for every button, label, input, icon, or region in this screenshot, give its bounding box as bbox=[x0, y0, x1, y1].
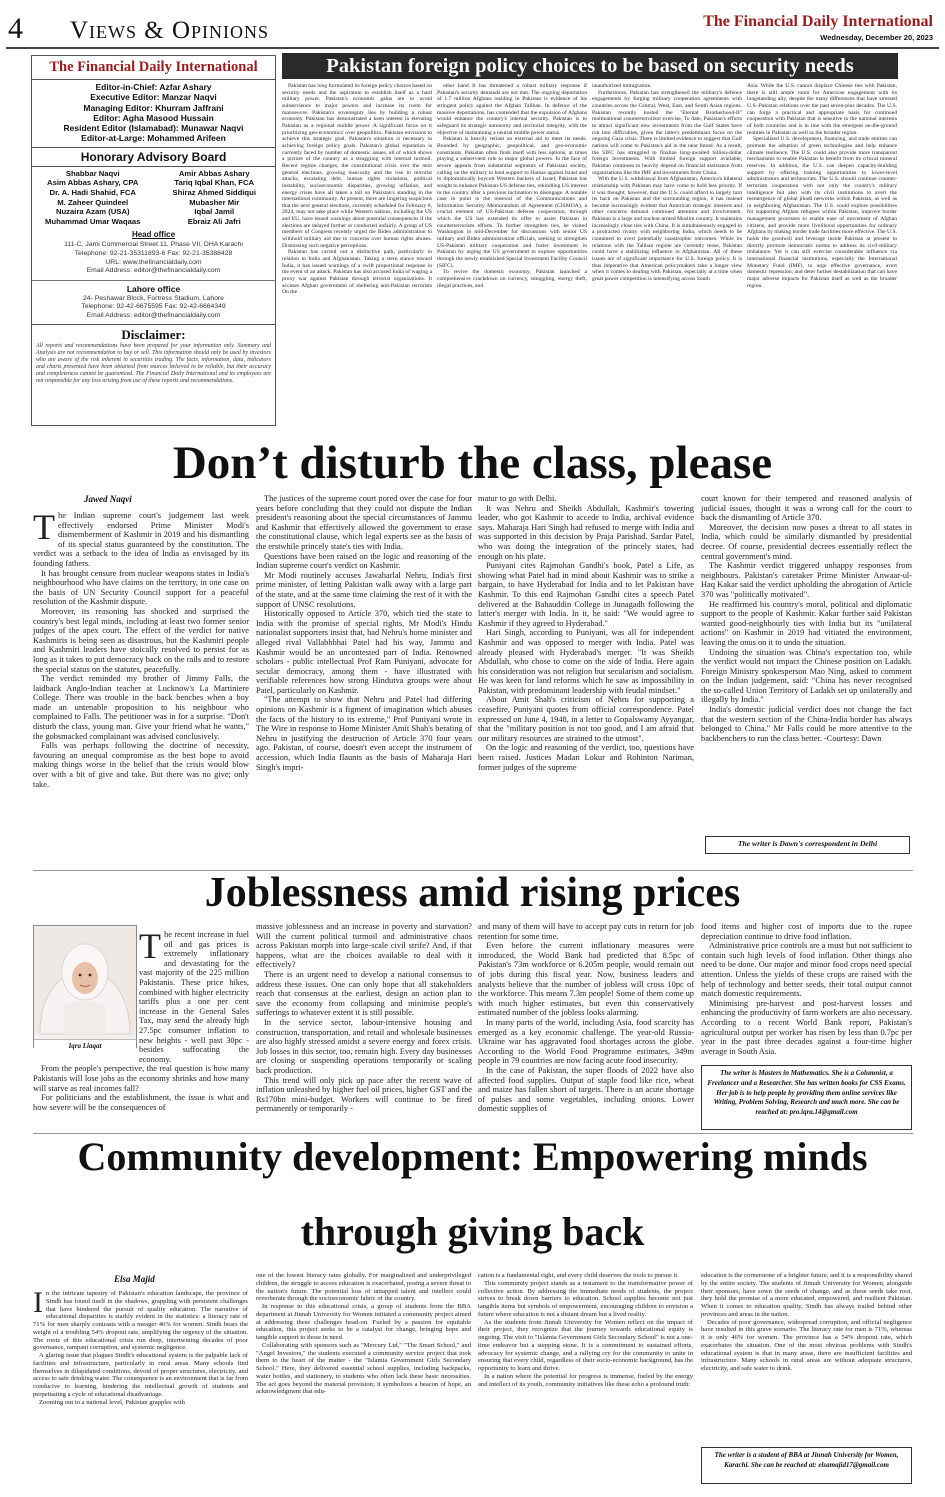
disclaimer-text: All reports and recommendations have been prepared for your information only. Summary and Analysis are not recommendation to buy or sell. This information should only be used by investors who are aware of the risk inherent in securities trading. The facts, information, data, indicators and charts presented have been obtained from sources believed to be reliable, but their accuracy and completeness cannot be guaranteed. The Financial Daily International and its employees are not responsible for any loss arising from use of these reports and recommendations. bbox=[36, 342, 271, 384]
article1-headline: Don’t disturb the class, please bbox=[172, 437, 773, 489]
staff-line: Editor: Agha Masood Hussain bbox=[93, 112, 214, 123]
article1-writer-note: The writer is Dawn's correspondent in Delhi bbox=[705, 836, 910, 854]
article2-column: and many of them will have to accept pay cuts in return for job retention for some time. Even before the current inflationary measures were introduced, the World Bank had predicted that 8.5pc of Pakistan's 73m workforce or 6.205m people, would remain out of jobs during this fiscal year. Now, business leaders and analysts believe that the number of jobless will cross 10pc of the workforce. This means 7.3m people! Some of them come up with much higher estimates, but even this conservatively estimated number of the jobless looks alarming. In many parts of the world, including Asia, food scarcity has emerged as a key economic challenge. The year-old Russia-Ukraine war has aggravated food shortages across the globe. According to the World Food Programme estimates, 349m people in 79 countries are now facing acute food insecurity. In the case of Pakistan, the super floods of 2022 have also affected food supplies. Output of staple food like rice, wheat and maize has fallen short of targets. There is an acute shortage of pulses and some vegetables, including onions. Lower domestic supplies of bbox=[478, 922, 694, 1114]
article3-column: education is the cornerstone of a brighter future, and it is a responsibility shared by the entire society. The students of Jinnah University for Women, alongside their sponsors, have sown the seeds of change, and as these seeds take root, they hold the promise of a more educated, empowered, and resilient Pakistan. When it comes to education quality, Sindh has always trailed behind other provinces and areas in the nation. Decades of poor governance, widespread corruption, and official negligence have resulted in this grave scenario. The literacy rate for men is 71%, whereas it is only 46% for women. The province has a 54% dropout rate, which exacerbates the situation. One of the most obvious problems with Sindh's educational system is that in many areas, there are insufficient facilities and infrastructure. Many schools in rural areas are without adequate structures, electricity, and safe water to drink. bbox=[701, 1272, 912, 1372]
advisor-name: Mubasher Mir bbox=[189, 197, 240, 207]
photo-caption: Iqra Liaqat bbox=[34, 1039, 136, 1052]
disclaimer-title: Disclaimer: bbox=[32, 324, 275, 343]
article3-headline-line1: Community development: Empowering minds bbox=[77, 1134, 868, 1179]
article3-byline: Elsa Majid bbox=[114, 1274, 155, 1284]
masthead-staff bbox=[32, 82, 275, 144]
header-date: Wednesday, December 20, 2023 bbox=[820, 33, 933, 42]
advisory-board-title: Honorary Advisory Board bbox=[32, 147, 275, 167]
advisor-name: Dr. A. Hadi Shahid, FCA bbox=[49, 187, 136, 197]
advisor-name: Tariq Iqbal Khan, FCA bbox=[174, 178, 255, 188]
head-office-details: 111-C, Jami Commercial Street 11, Phase VII, DHA Karachi Telephone: 92-21-35311893-6 Fax: 92-21-35388428 URL: www.thefinancialdaily.com Email Address: editor@thefinancialdaily.com bbox=[64, 241, 243, 275]
advisor-name: Asim Abbas Ashary, CPA bbox=[47, 178, 139, 188]
advisor-name: Nuzaira Azam (USA) bbox=[55, 207, 130, 217]
article2-column: The recent increase in fuel oil and gas prices is extremely inflationary and devastating for the vast majority of the 225 million Pakistanis. These price hikes, combined with higher electricity tariffs plus a one per cent increase in the General Sales Tax, may send the already high 27.5pc consumer inflation to new heights - well past 30pc - besides suffocating the economy. From the people's perspective, the real question is how many Pakistanis will lose jobs as the economy shrinks and how many will starve as real incomes fall? For politicians and the establishment, the issue is what and how severe will be the consequences of bbox=[33, 926, 249, 1112]
head-office-title: Head office bbox=[131, 230, 176, 240]
editorial-column: other hand It has threatened a robust military response if Pakistan's security demands are not met. The ongoing deportation of 1.7 million Afghans residing in Pakistan is evidence of his stringent policy against the Afghan Taliban. In defence of the massive deportations, has contended that the expulsion of Afghans would enhance the country's internal security. Pakistan is to safeguard its strategic autonomy and territorial integrity, with the objective of maintaining a neutral middle power status. Pakistan is heavily reliant on external aid to meet its needs. Bounded by geographic, geopolitical, and geo-economic constraints, Pakistan often finds itself with less options, at times playing a subservient role to major global powers. In the face of severe appeals from substantial segments of Pakistani society, calling on the military to lend support to Hamas against Israel and to diplomatically boycott Western backers of Israel, Pakistan has sought to enhance Pakistan-US defense ties, rekindling US interest in the country after a previous inclination to disengage. A notable case in point is the renewal of the Communications and Information Security Memorandum of Agreement (CISMOA), a crucial element of US-Pakistan defense cooperation, through which the US has extended its offer to assist Pakistan in counterterrorism efforts. To further strengthen ties, he visited Washington in mid-December for discussions with senior US military and Biden administration officials, seeking to strengthen US-Pakistan military cooperation and foster investment in Pakistan by urging the US government to explore opportunities through the newly established Special Investment Facility Council (SIFC). To revive the domestic economy, Pakistan launched a comprehensive crackdown on currency, smuggling, energy theft, illegal practices, and bbox=[437, 83, 587, 289]
advisor-name: Muhammad Umar Waqaas bbox=[45, 216, 141, 226]
editorial-column: Pakistan has long formulated its foreign policy choices based on security needs and the aspiration to establish itself as a hard military power. Pakistan's economic gains are to avoid subservience to major powers and increase its room for manoeuvre. Pakistan's sovereignty lies by building a robust economy. Pakistan has demonstrated a keen interest in elevating Pakistan as a regional middle power. A significant focus on it prioritizing geo-economics' over geopolitics. Pakistan envisions to achieve this strategic goal. Pakistan's situation is necessary in achieving foreign policy goals. Pakistan's global reputation is currently faced by number of domestic issues, all of which shows a picture of the country as a struggling with internal turmoil. Recent regime changes, the constitutional crisis over the next general elections, growing insecurity and the rise in terrorist attacks, escalating debt, human rights violations, political instability, socioeconomic disparities, growing inflation, and energy crises have all taken a toll on Pakistan's standing in the international community. At present, there are lingering suspicions that the next general elections, currently scheduled for February 8, 2024, may not take place while Western nations, including the US and EU, have issued warnings about potential consequences if the elections are delayed further or conducted unfairly. A group of US members of Congress recently urged the Biden administration to withhold military aid due to concerns over human rights abuses. Dismissing such negative perceptions. Pakistan has carved out a distinctive path, particularly in relation to India and Afghanistan. Taking a stern stance toward India, it has issued warnings of a swift proportional response in the event of an attack. Pakistan has also accused India of waging a proxy war against Pakistan through terrorist organizations. It accuses Afghan government of sheltering anti-Pakistan terrorists On the bbox=[282, 83, 433, 296]
header-rule bbox=[6, 47, 939, 49]
article2-writer-note: The writer is Masters in Mathematics. She is a Columnist, a Freelancer and a Researcher. She has written books for CSS Exams. Her job is to help people by providing them online services like Writing, Problem Solving, Research and much more. She can be reached at: pro.iqra.14@gmail.com bbox=[701, 1065, 912, 1130]
article3-column: In the intricate tapestry of Pakistan's education landscape, the province of Sindh has found itself in the shadows, grappling with persistent challenges that have hindered the pursuit of quality education. The narrative of educational disparities is starkly evident in the statistics: a literacy rate of 71% for men sharply contrasts with a meager 46% for women. Sindh bears the weight of a troubling 54% dropout rate, amplifying the urgency of the situation. The roots of this educational crisis run deep, intertwining decades of poor governance, rampant corruption, and systemic negligence. A glaring issue that plagues Sindh's educational system is the palpable lack of facilities and infrastructure, particularly in rural areas. Many schools find themselves in dilapidated conditions, devoid of proper structures, electricity, and access to safe drinking water. The consequence is an environment that is far from conducive to learning, hindering the intellectual growth of students and perpetuating a cycle of educational disadvantage. Zooming out to a national level, Pakistan grapples with bbox=[33, 1286, 248, 1406]
advisor-name: Iqbal Jamil bbox=[194, 207, 235, 217]
advisor-name: Amir Abbas Ashary bbox=[178, 168, 250, 178]
article2-headline: Joblessness amid rising prices bbox=[204, 870, 741, 916]
advisory-board-list bbox=[32, 169, 275, 227]
article1-column: matur to go with Delhi. It was Nehru and Sheikh Abdullah, Kashmir's towering leader, who got Kashmir to accede to India, archival evidence says. Maharaja Hari Singh had refused to merge with India and was supported in this decision by Praja Parishad. Sardar Patel, who was doing the integration of the princely states, had enough on his plate. Puniyani cites Rajmohan Gandhi's book, Patel a Life, as showing what Patel had in mind about Kashmir was to strike a bargain, to have Hyderabad for India and to let Pakistan have Kashmir. To this end Rajmohan Gandhi cites a speech Patel delivered at the Bahauddin College in Junagadh following the latter's merger with India. In it, he said: "We would agree to Kashmir if they agreed to Hyderabad." Hari Singh, according to Puniyani, was all for independent Kashmir and was opposed to merger with India. Patel was already pleased with Hyderabad's merger. "It was Sheikh Abdullah, who chose to come on the side of India. Here again his consideration was not religion but secularism and socialism. He was keen for land reforms which he saw as impossibility in Pakistan, with predominant leadership with feudal mindset." About Amit Shah's criticism of Nehru for supporting a ceasefire, Puniyani quotes from official correspondence. Patel expressed on June 4, 1948, in a letter to Gopalswamy Ayyangar, that the "military position is not too good, and I am afraid that our military resources are strained to the utmost". On the logic and reasoning of the verdict, too, questions have been raised. Justices Madan Lokur and Rohinton Nariman, former judges of the supreme bbox=[478, 494, 694, 772]
article3-column: one of the lowest literacy rates globally. For marginalized and underprivileged children, the struggle to access education is exacerbated, posing a severe threat to the nation's future. The potential loss of untapped talent and intellect could reverberate through the socioeconomic fabric of the country. In response to this educational crisis, a group of students from the BBA department at Jinnah University for Women initiated a community project aimed at addressing these challenges head-on. Fueled by a passion for equitable education, this project seeks to be a catalyst for change, bringing hope and tangible support to those in need. Collaborating with sponsors such as "Mercury Ltd," "The Smart School," and "Angel Investors," the students executed a community service project that took them to the heart of the matter - the "Islamia Government Girls Secondary School." Here, they delivered essential school supplies, including backpacks, water bottles, and stationery, to students who often lack these basic necessities. The act goes beyond the material provision; it symbolizes a beacon of hope, an acknowledgment that edu- bbox=[256, 1272, 471, 1396]
staff-line: Resident Editor (Islamabad): Munawar Naqvi bbox=[63, 123, 244, 134]
masthead-title: The Financial Daily International bbox=[32, 59, 275, 80]
article1-column: court known for their tempered and reasoned analysis of judicial issues, thought it was a wrong call for the court to back the dismantling of Article 370. Moreover, the decision now poses a threat to all states in India, which could be similarly dismantled by presidential decree. Of course, presidential decrees essentially reflect the central government's mind. The Kashmir verdict triggered unhappy responses from neighbours. Pakistan's caretaker Prime Minister Anwaar-ul-Haq Kakar said the verdict upholding the abrogation of Article 370 was "politically motivated". He reaffirmed his country's moral, political and diplomatic support to the people of Kashmir. Kakar further said Pakistan wanted good-neighbourly ties with India but its "unilateral actions" on Kashmir in 2019 had vitiated the environment, leaving the onus on it to undo the situation. Undoing the situation was China's expectation too, while the verdict would not impact the Chinese position on Ladakh. Foreign Ministry spokesperson Mao Ning, asked to comment on the Indian judgement, said: "China has never recognised the so-called Union Territory of Ladakh set up unilaterally and illegally by India." India's domestic judicial verdict does not change the fact that the western section of the China-India border has always belonged to China." Mr Falls could be more attentive to the backbenchers to run the class better. -Courtesy: Dawn bbox=[701, 494, 912, 743]
header-paper-name: The Financial Daily International bbox=[703, 13, 933, 30]
advisor-name: Ebraiz Ali Jafri bbox=[187, 216, 241, 226]
editorial-headline: Pakistan foreign policy choices to be based on security needs bbox=[282, 53, 898, 79]
article3-headline-line2: through giving back bbox=[300, 1209, 645, 1254]
advisor-name: M. Zaheer Quindeel bbox=[57, 197, 129, 207]
section-title: Views & Opinions bbox=[70, 17, 270, 44]
article1-column: The justices of the supreme court pored over the case for four years before concluding that they could not dispute the Indian president's reasoning about the special circumstances of Jammu and Kashmir that effectively allowed the government to erase the constitutional clause, which legal experts see as the basis of the erstwhile princely state's ties with India. Questions have been raised on the logic and reasoning of the Indian supreme court's verdict on Kashmir. Mr Modi routinely accuses Jawaharlal Nehru, India's first prime minister, of letting Pakistan walk away with a large part of the state, and at the same time claiming the rest of it with the support of UNSC resolutions. Historically opposed to Article 370, which tied the state to India with the promise of special rights, Mr Modi's Hindu nationalist supporters insist that, had Nehru's home minister and alleged rival Vallabhbhai Patel had his way, Jammu and Kashmir would be an uncontested part of India. Renowned scholars - public intellectual Prof Ram Puniyani, advocate for secular democracy, among them - have illustrated with verifiable references how strong Hindutva groups were about Patel, particularly on Kashmir. "The attempt to show that Nehru and Patel had differing opinions on Kashmir is a figment of imagination which abuses the facts of the history to its extreme," Prof Puniyani wrote in The Wire in response to Home Minister Amit Shah's berating of Nehru in justifying the destruction of Article 370 four years ago. Pakistan, of course, doesn't even accept the instrument of accession, which India flaunts as the basis of Maharaja Hari Singh's impri- bbox=[256, 494, 472, 772]
masthead-box bbox=[31, 55, 276, 426]
lahore-office-title: Lahore office bbox=[32, 280, 275, 294]
article3-writer-note: The writer is a student of BBA at Jinnah University for Women, Karachi. She can be reached at: elsamajid17@gmail.com bbox=[701, 1447, 912, 1484]
lahore-office-details: 24- Peshawar Block, Fortress Stadium, Lahore Telephone: 92-42-6675595 Fax: 92-42-6664349 Email Address: editor@thefinancialdaily.com bbox=[81, 294, 226, 319]
staff-line: Editor-in-Chief: Azfar Ashary bbox=[95, 82, 212, 92]
article3-column: cation is a fundamental right, and every child deserves the tools to pursue it. This community project stands as a testament to the transformative power of collective action. By addressing the immediate needs of students, the project strives to break down barriers to education. School supplies become not just tangible items but symbols of empowerment, encouraging children to envision a future where education is not a distant dream but a lived reality. As the students from Jinnah University for Women reflect on the impact of their project, they recognize that the journey towards educational equity is ongoing. The visit to "Islamia Government Girls Secondary School" is not a one-time endeavor but a stepping stone. It is a commitment to sustained efforts, advocacy for systemic change, and a rallying cry for the community to unite in ensuring that every child, regardless of their socio-economic background, has the opportunity to learn and thrive. In a nation where the potential for progress is immense, fueled by the energy and intellect of its youth, community initiatives like these echo a profound truth: bbox=[478, 1272, 693, 1388]
article1-column: The Indian supreme court's judgement last week effectively endorsed Prime Minister Modi's dismemberment of Kashmir in 2019 and his dismantling of its special status guaranteed by the constitution. The verdict was a setback to the idea of India as envisaged by its founding fathers. It has brought censure from nuclear weapons states in India's neighbourhood who have claims on the territory, in one case on the basis of UN Security Council support for a peaceful resolution of the Kashmir dispute. Moreover, its reasoning has shocked and surprised the country's best legal minds, including at least two former senior judges of the apex court. The effect of the verdict for native Kashmiris is being seen as disastrous, but the Kashmiri people and Kashmiri leaders have stoically resolved to persist for as long as it takes to put democracy back on the rails and to restore the special status on the statutes, peacefully. The verdict reminded my brother of Jimmy Falls, the laidback Anglo-Indian teacher at Lucknow's La Martiniere College. There was trouble in the back benches when a boy made an untenable proposition to his neighbour who complained to Falls. The petitioner was in for a surprise. "Don't disturb the class, young man. Give your friend what he wants," the gobsmacked complainant was advised conclusively. Falls was perhaps following the doctrine of necessity, favouring an unequal compromise as the best hope to avoid making things worse in the belief that the crisis would blow over with a bit of give and take. But there was no give; only take. bbox=[33, 507, 249, 789]
staff-line: Editor-at-Large: Mohammed Arifeen bbox=[81, 133, 226, 144]
staff-line: Managing Editor: Khurram Jaffrani bbox=[83, 102, 224, 113]
staff-line: Executive Editor: Manzar Naqvi bbox=[90, 92, 217, 103]
advisor-name: Shabbar Naqvi bbox=[65, 168, 120, 178]
editorial-column: Asia. While the U.S. cannot displace Chinese ties with Pakistan, there is still ample room for American engagement with its longstanding ally, despite the many differences that have stressed U.S.-Pakistan relations over the past seven-plus decades. The U.S. can forge a practical and appropriate basis for continued cooperation with Pakistan that is sensitive to the national interests of both countries and is in line with the emergent on-the-ground realities in Pakistan as well as the broader region. Specialized U.S. development, financing, and trade entities can promote the adoption of green technologies and help enhance climate resilience. The U.S. could also provide more transparent mechanisms to enable Pakistan to benefit from its critical mineral reserves. In addition, the U.S. can deepen capacity-building support by offering training opportunities to lower-level administrators and technocrats. The U.S. should continue counter-terrorism cooperation with not only the country's military intelligence but also with its civil institutions to avert the reemergence of global jihadi networks within Pakistan, as well as in neighboring Afghanistan. The U.S. could explore possibilities for supporting Afghan refugees within Pakistan, improve border management processes to enable ease of movement of Afghan citizens, and provide more livelihood opportunities for ordinary Afghans by making border trade facilities more effective. The U.S. holds the goodwill and leverage inside Pakistan at present to directly promote democratic norms to address its civil-military imbalance. Yet it can still exercise considerable influence via international financial institutions, especially the International Monetary Fund (IMF), to urge effective governance, avert domestic repression, and deter further destabilization that can have major adverse impacts for Pakistan itself as well as the broader region. bbox=[747, 83, 897, 289]
advisor-name: Shiraz Ahmed Siddiqui bbox=[172, 187, 256, 197]
editorial-column: unauthorized immigration. Furthermore, Pakistan has strengthened the military's defence engagements by forging military cooperation agreements with countries across the Central, West, East, and South Asian regions. Pakistan recently hosted the "Eternal Brotherhood-II" multinational counterterrorism exercise, To date, Pakistan's efforts to attract significant new investments from the Gulf States have run into difficulties, given the latter's predominant focus on the ongoing Gaza crisis. There is limited evidence to suggest that Gulf nations will come to Pakistan's aid in the near future. As a result, the SIFC has struggled to finalize long-awaited billion-dollar foreign investments. With limited foreign support available, Pakistan continues to heavily depend on financial assistance from organizations like the IMF and investments from China. With the U.S. withdrawal from Afghanistan, America's bilateral relationship with Pakistan may have come to hold less priority. If it was thought, however, that the U.S. could afford to largely turn its back on Pakistan and the surrounding region, it has instead become increasingly evident that American strategic interests and other concerns demand continued attention and involvement. Pakistan is a large and nuclear-armed Muslim country. It maintains increasingly close ties with China. It is simultaneously engaged in a protracted rivalry with neighboring India, which needs to be contained to avert potentially catastrophic outcomes. While its relations with the Taliban regime are currently tense, Pakistan could have a stabilizing influence in Afghanistan. All of these issues are of significant importance for U.S. foreign policy. It is thus imperative that American policymakers take a longer view when it comes to dealing with Pakistan, especially at a time when great power competition is intensifying across South bbox=[592, 83, 742, 283]
article1-byline: Jawed Naqvi bbox=[84, 494, 132, 504]
page-number: 4 bbox=[8, 12, 23, 45]
article2-column: massive joblessness and an increase in poverty and starvation? Will the current political turmoil and administrative chaos across Pakistan morph into large-scale civil strife? And, if that happens, what are the choices available to deal with it effectively? There is an urgent need to develop a national consensus to address these issues. One can only hope that all stakeholders reach that consensus at the earliest, design an action plan to save the economy from collapsing and minimise people's sufferings to whatever extent it is still possible. In the service sector, labour-intensive housing and construction, transportation, and retail and wholesale businesses are also highly stressed amidst a severe energy and forex crisis. Job losses in this sector, too, remain high. Every day businesses are closing or suspending operations temporarily or scaling back production. This trend will only pick up pace after the recent wave of inflation unleashed by higher fuel oil prices, higher GST and the Rs170bn mini-budget. Workers will continue to be fired permanently or temporarily - bbox=[256, 922, 472, 1114]
article2-column: food items and higher cost of imports due to the rupee depreciation continue to drive food inflation. Administrative price controls are a must but not sufficient to contain such high levels of food inflation. Other things also need to be done. Our major and minor food crops need special attention. Unless the yields of these crops are raised with the help of technology and better seeds, their total output cannot match domestic requirements. Minimising pre-harvest and post-harvest losses and enhancing the productivity of farm workers are also necessary. According to a recent World Bank report, Pakistan's agricultural output per worker has risen by less than 0.7pc per year in the past three decades against a four-time higher average in South Asia. bbox=[701, 922, 912, 1056]
